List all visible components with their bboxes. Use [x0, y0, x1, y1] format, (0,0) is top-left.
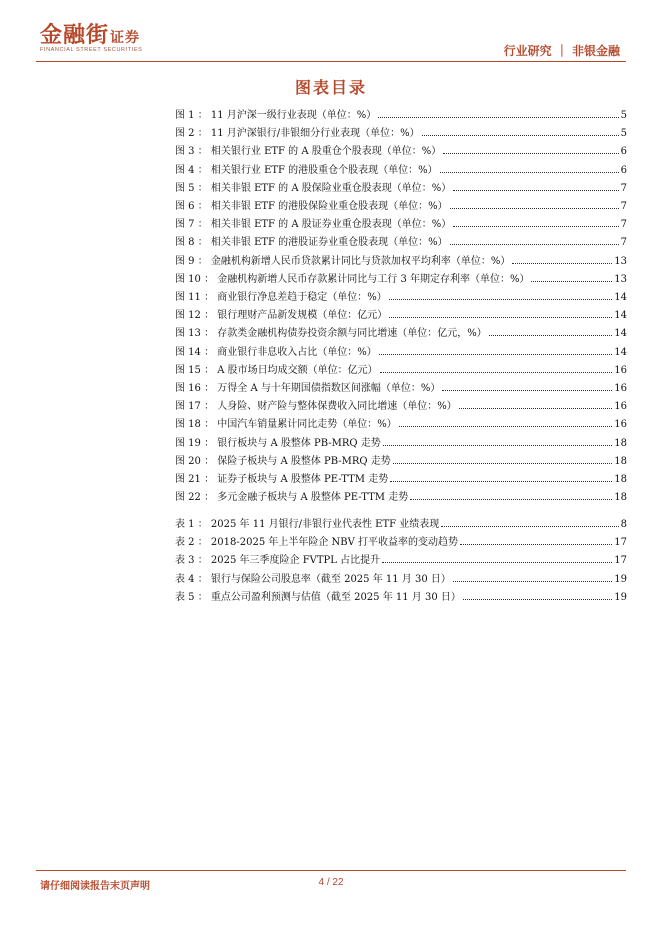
figure-toc-entry[interactable] [175, 364, 627, 377]
figure-entry-label: 图 20 ： 保险子板块与 A 股整体 PB-MRQ 走势 [175, 456, 391, 467]
dot-leader [460, 543, 612, 545]
header-divider [36, 61, 626, 62]
figure-toc-entry[interactable] [175, 418, 627, 431]
dot-leader [453, 580, 612, 582]
figure-toc-entry[interactable] [175, 327, 627, 340]
company-logo [40, 18, 200, 58]
figure-entry-page: 7 [620, 219, 627, 230]
figure-toc-entry[interactable] [175, 218, 627, 231]
table-entry-page: 17 [614, 537, 627, 548]
figure-entry-label: 图 19 ： 银行板块与 A 股整体 PB-MRQ 走势 [175, 438, 381, 449]
figure-toc-entry[interactable] [175, 473, 627, 486]
figure-toc-entry[interactable] [175, 273, 627, 286]
table-entry-label: 表 2 ： 2018-2025 年上半年险企 NBV 打平收益率的变动趋势 [175, 537, 459, 548]
figure-entry-label: 图 7 ： 相关非银 ETF 的 A 股证券业重仓股表现（单位：%） [175, 219, 452, 230]
figure-entry-label: 图 15 ： A 股市场日均成交额（单位：亿元） [175, 365, 378, 376]
dot-leader [383, 444, 612, 446]
figure-entry-label: 图 6 ： 相关非银 ETF 的港股保险业重仓股表现（单位：%） [175, 201, 448, 212]
figure-entry-page: 14 [614, 328, 627, 339]
dot-leader [382, 561, 612, 563]
figure-entry-page: 16 [614, 401, 627, 412]
footer-divider [36, 870, 626, 871]
figure-entry-label: 图 12 ： 银行理财产品新发规模（单位：亿元） [175, 310, 388, 321]
figure-entry-page: 14 [614, 347, 627, 358]
figure-entry-page: 5 [620, 128, 627, 139]
dot-leader [380, 371, 613, 373]
dot-leader [399, 425, 613, 427]
figure-toc-entry[interactable] [175, 145, 627, 158]
figure-entry-label: 图 14 ： 商业银行非息收入占比（单位：%） [175, 347, 377, 358]
figure-toc-entry[interactable] [175, 127, 627, 140]
figure-entry-page: 16 [614, 419, 627, 430]
dot-leader [463, 598, 612, 600]
figure-entry-page: 6 [620, 146, 627, 157]
figure-toc-entry[interactable] [175, 382, 627, 395]
figure-entry-page: 6 [620, 165, 627, 176]
figure-toc-entry[interactable] [175, 255, 627, 268]
figure-entry-page: 7 [620, 237, 627, 248]
figure-entry-label: 图 10 ： 金融机构新增人民币存款累计同比与工行 3 年期定存利率（单位：%） [175, 274, 530, 285]
figure-entry-label: 图 2 ： 11 月沪深银行/非银细分行业表现（单位：%） [175, 128, 420, 139]
figure-entry-page: 18 [614, 474, 627, 485]
figure-entry-label: 图 11 ： 商业银行净息差趋于稳定（单位：%） [175, 292, 387, 303]
figure-entry-page: 16 [614, 383, 627, 394]
dot-leader [443, 152, 618, 154]
figure-toc-entry[interactable] [175, 291, 627, 304]
figure-entry-label: 图 22 ： 多元金融子板块与 A 股整体 PE-TTM 走势 [175, 492, 409, 503]
figure-entry-page: 18 [614, 456, 627, 467]
dot-leader [393, 462, 612, 464]
dot-leader [450, 243, 619, 245]
dot-leader [442, 389, 612, 391]
figure-entry-label: 图 5 ： 相关非银 ETF 的 A 股保险业重仓股表现（单位：%） [175, 183, 452, 194]
figure-entry-label: 图 16 ： 万得全 A 与十年期国债指数区间涨幅（单位：%） [175, 383, 441, 394]
figure-toc-entry[interactable] [175, 437, 627, 450]
table-toc-entry[interactable] [175, 591, 627, 604]
table-entry-page: 19 [614, 592, 627, 603]
dot-leader [489, 334, 613, 336]
figure-entry-page: 16 [614, 365, 627, 376]
figure-toc-entry[interactable] [175, 200, 627, 213]
report-section-label: 行业研究 ｜ 非银金融 [503, 44, 620, 58]
dot-leader [390, 480, 612, 482]
logo-suffix-text: 证券 [110, 30, 141, 46]
dot-leader [410, 498, 612, 500]
table-entry-label: 表 3 ： 2025 年三季度险企 FVTPL 占比提升 [175, 555, 381, 566]
dot-leader [379, 353, 613, 355]
figure-entry-page: 18 [614, 438, 627, 449]
dot-leader [389, 298, 613, 300]
logo-cn-text: 金融街 [40, 22, 110, 48]
table-entry-label: 表 1 ： 2025 年 11 月银行/非银行业代表性 ETF 业绩表现 [175, 519, 440, 530]
page-indicator: 4 / 22 [318, 877, 344, 888]
dot-leader [422, 134, 619, 136]
figure-toc-entry[interactable] [175, 491, 627, 504]
table-entry-label: 表 5 ： 重点公司盈利预测与估值（截至 2025 年 11 月 30 日） [175, 592, 461, 603]
figure-entry-label: 图 17 ： 人身险、财产险与整体保费收入同比增速（单位：%） [175, 401, 457, 412]
logo-wordmark [40, 18, 140, 49]
figure-toc-entry[interactable] [175, 400, 627, 413]
figure-toc-entry[interactable] [175, 236, 627, 249]
table-toc-entry[interactable] [175, 536, 627, 549]
figure-entry-page: 14 [614, 310, 627, 321]
figure-entry-page: 13 [614, 256, 627, 267]
table-toc-entry[interactable] [175, 573, 627, 586]
dot-leader [378, 116, 618, 118]
table-toc-entry[interactable] [175, 518, 627, 531]
figure-toc-entry[interactable] [175, 109, 627, 122]
dot-leader [389, 316, 612, 318]
table-entry-label: 表 4 ： 银行与保险公司股息率（截至 2025 年 11 月 30 日） [175, 574, 451, 585]
figure-entry-label: 图 8 ： 相关非银 ETF 的港股证券业重仓股表现（单位：%） [175, 237, 448, 248]
dot-leader [440, 171, 619, 173]
dot-leader [453, 225, 618, 227]
figure-entry-label: 图 4 ： 相关银行业 ETF 的港股重仓个股表现（单位：%） [175, 165, 438, 176]
dot-leader [459, 407, 613, 409]
dot-leader [441, 525, 618, 527]
figure-entry-page: 7 [620, 201, 627, 212]
figure-toc-entry[interactable] [175, 164, 627, 177]
figure-entry-label: 图 18 ： 中国汽车销量累计同比走势（单位：%） [175, 419, 397, 430]
dot-leader [531, 280, 612, 282]
table-entry-page: 8 [620, 519, 627, 530]
figure-entry-page: 14 [614, 292, 627, 303]
dot-leader [453, 189, 618, 191]
figure-entry-page: 13 [614, 274, 627, 285]
figure-entry-page: 5 [620, 110, 627, 121]
figure-entry-label: 图 3 ： 相关银行业 ETF 的 A 股重仓个股表现（单位：%） [175, 146, 442, 157]
figure-entry-label: 图 13 ： 存款类金融机构债券投资余额与同比增速（单位：亿元，%） [175, 328, 487, 339]
figure-entry-label: 图 9 ： 金融机构新增人民币贷款累计同比与贷款加权平均利率（单位：%） [175, 256, 511, 267]
logo-english-text: FINANCIAL STREET SECURITIES [40, 47, 143, 53]
figure-entry-label: 图 21 ： 证券子板块与 A 股整体 PE-TTM 走势 [175, 474, 389, 485]
dot-leader [512, 262, 612, 264]
dot-leader [450, 207, 619, 209]
figure-toc-entry[interactable] [175, 309, 627, 322]
table-toc-entry[interactable] [175, 554, 627, 567]
figure-toc-entry[interactable] [175, 182, 627, 195]
figure-entry-page: 7 [620, 183, 627, 194]
figure-toc-entry[interactable] [175, 346, 627, 359]
figure-entry-page: 18 [614, 492, 627, 503]
table-entry-page: 17 [614, 555, 627, 566]
table-entry-page: 19 [614, 574, 627, 585]
figure-entry-label: 图 1 ： 11 月沪深一级行业表现（单位：%） [175, 110, 377, 121]
footer-disclaimer: 请仔细阅读报告末页声明 [40, 881, 150, 892]
toc-title: 图表目录 [294, 78, 367, 97]
figure-toc-entry[interactable] [175, 455, 627, 468]
